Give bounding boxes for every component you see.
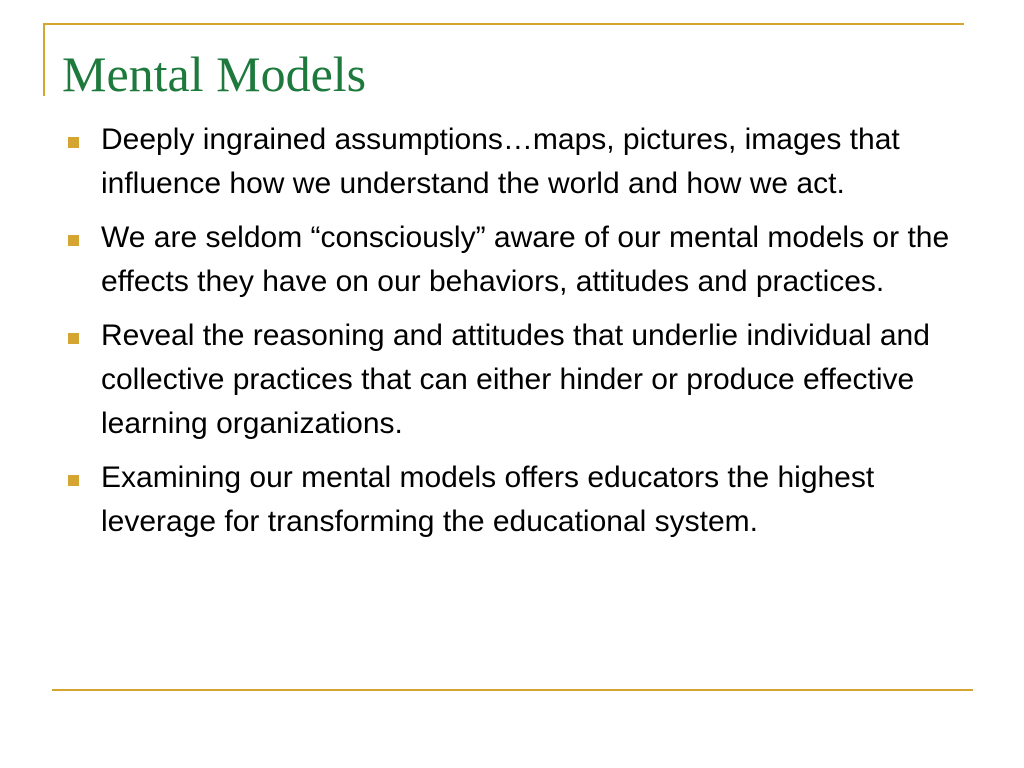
bullet-text: Deeply ingrained assumptions…maps, pictures, images that influence how we understand the world and how we act. bbox=[101, 123, 900, 200]
square-bullet-icon bbox=[68, 475, 79, 486]
bullet-list bbox=[60, 118, 960, 554]
top-accent-line bbox=[43, 23, 964, 25]
bullet-item bbox=[60, 216, 960, 304]
bullet-item bbox=[60, 118, 960, 206]
bullet-item bbox=[60, 456, 960, 544]
bullet-text: Examining our mental models offers educators the highest leverage for transforming the educational system. bbox=[101, 461, 875, 538]
square-bullet-icon bbox=[68, 137, 79, 148]
slide-title: Mental Models bbox=[62, 46, 367, 102]
bottom-accent-line bbox=[52, 689, 973, 691]
bullet-text: We are seldom “consciously” aware of our mental models or the effects they have on our behaviors, attitudes and practices. bbox=[101, 221, 950, 298]
square-bullet-icon bbox=[68, 333, 79, 344]
square-bullet-icon bbox=[68, 235, 79, 246]
bullet-item bbox=[60, 314, 960, 446]
bullet-text: Reveal the reasoning and attitudes that underlie individual and collective practices that can either hinder or produce effective learning organizations. bbox=[101, 319, 930, 440]
left-accent-line bbox=[43, 23, 45, 96]
